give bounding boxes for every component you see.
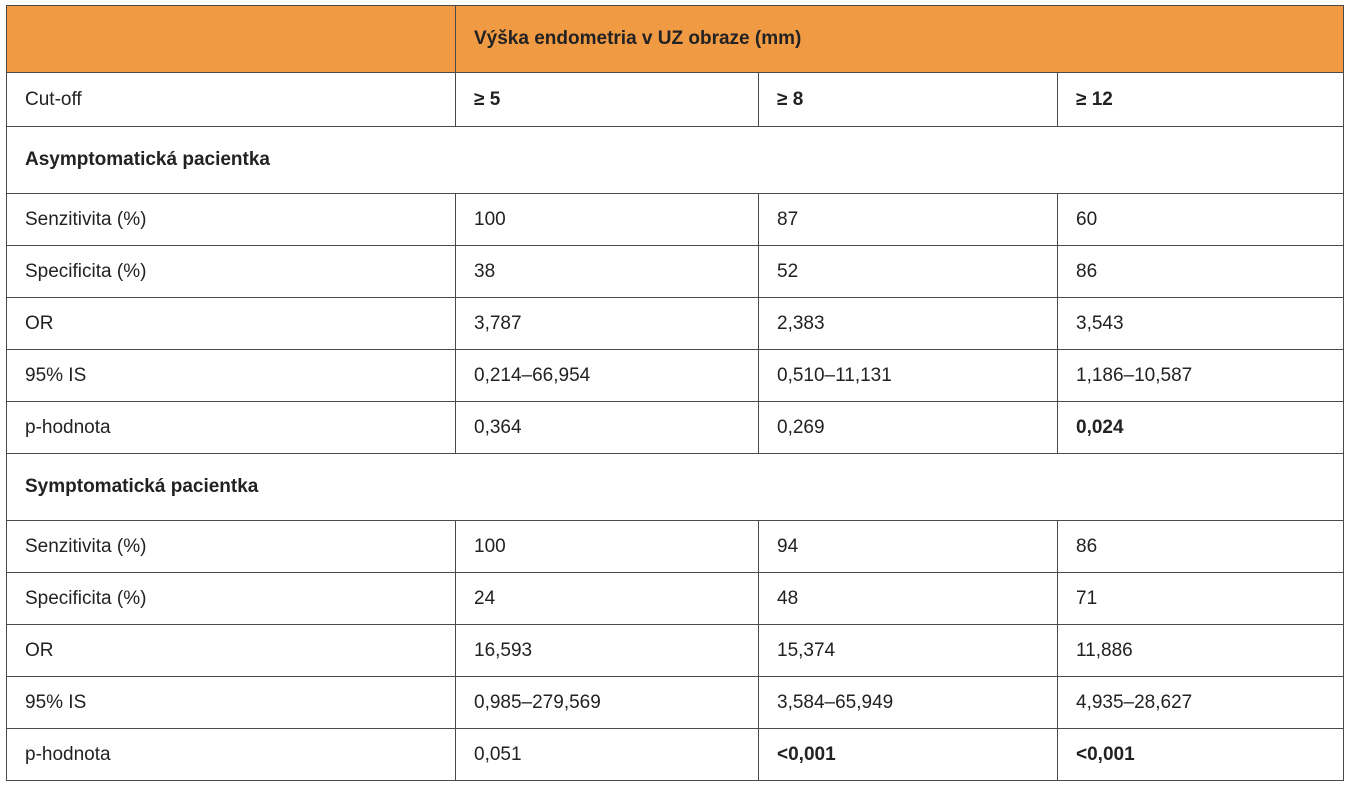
header-title: Výška endometria v UZ obraze (mm): [456, 6, 1344, 73]
table-row: [7, 246, 1344, 298]
table-cell: 1,186–10,587: [1058, 350, 1344, 402]
row-label: Senzitivita (%): [7, 521, 456, 573]
table-body: [7, 6, 1344, 781]
table-cell: 0,985–279,569: [456, 677, 759, 729]
table-row: [7, 521, 1344, 573]
table-cell: 0,051: [456, 729, 759, 781]
table-header-row: [7, 6, 1344, 73]
cutoff-value: ≥ 12: [1058, 73, 1344, 127]
section-title: Asymptomatická pacientka: [7, 127, 1344, 194]
table-row: [7, 573, 1344, 625]
table-row: [7, 350, 1344, 402]
table-cell: 2,383: [759, 298, 1058, 350]
table-cell: 3,787: [456, 298, 759, 350]
table-row: [7, 729, 1344, 781]
row-label: 95% IS: [7, 350, 456, 402]
section-header-row: [7, 454, 1344, 521]
table-row: [7, 298, 1344, 350]
row-label: p-hodnota: [7, 402, 456, 454]
table-cell: 71: [1058, 573, 1344, 625]
table-cell: 16,593: [456, 625, 759, 677]
endometrium-table: [6, 5, 1344, 781]
section-title: Symptomatická pacientka: [7, 454, 1344, 521]
table-row: [7, 625, 1344, 677]
table-cell: 94: [759, 521, 1058, 573]
cutoff-row: [7, 73, 1344, 127]
row-label: 95% IS: [7, 677, 456, 729]
table-cell: 3,584–65,949: [759, 677, 1058, 729]
table-cell: 52: [759, 246, 1058, 298]
table-cell: 48: [759, 573, 1058, 625]
section-header-row: [7, 127, 1344, 194]
table-cell: 0,214–66,954: [456, 350, 759, 402]
table-cell: 0,024: [1058, 402, 1344, 454]
cutoff-value: ≥ 8: [759, 73, 1058, 127]
table-cell: 4,935–28,627: [1058, 677, 1344, 729]
table-cell: 100: [456, 194, 759, 246]
table-cell: <0,001: [1058, 729, 1344, 781]
table-cell: 15,374: [759, 625, 1058, 677]
table-cell: 100: [456, 521, 759, 573]
table-cell: <0,001: [759, 729, 1058, 781]
table-cell: 11,886: [1058, 625, 1344, 677]
table-row: [7, 677, 1344, 729]
table-cell: 38: [456, 246, 759, 298]
table-cell: 0,269: [759, 402, 1058, 454]
table-cell: 0,510–11,131: [759, 350, 1058, 402]
table-row: [7, 194, 1344, 246]
table-row: [7, 402, 1344, 454]
row-label: OR: [7, 298, 456, 350]
row-label: Senzitivita (%): [7, 194, 456, 246]
table-cell: 3,543: [1058, 298, 1344, 350]
table-cell: 86: [1058, 246, 1344, 298]
table-cell: 60: [1058, 194, 1344, 246]
table-cell: 24: [456, 573, 759, 625]
table-cell: 87: [759, 194, 1058, 246]
table-cell: 0,364: [456, 402, 759, 454]
row-label: Specificita (%): [7, 573, 456, 625]
row-label: Specificita (%): [7, 246, 456, 298]
row-label: OR: [7, 625, 456, 677]
table-cell: 86: [1058, 521, 1344, 573]
row-label: p-hodnota: [7, 729, 456, 781]
cutoff-label: Cut-off: [7, 73, 456, 127]
cutoff-value: ≥ 5: [456, 73, 759, 127]
header-corner-cell: [7, 6, 456, 73]
